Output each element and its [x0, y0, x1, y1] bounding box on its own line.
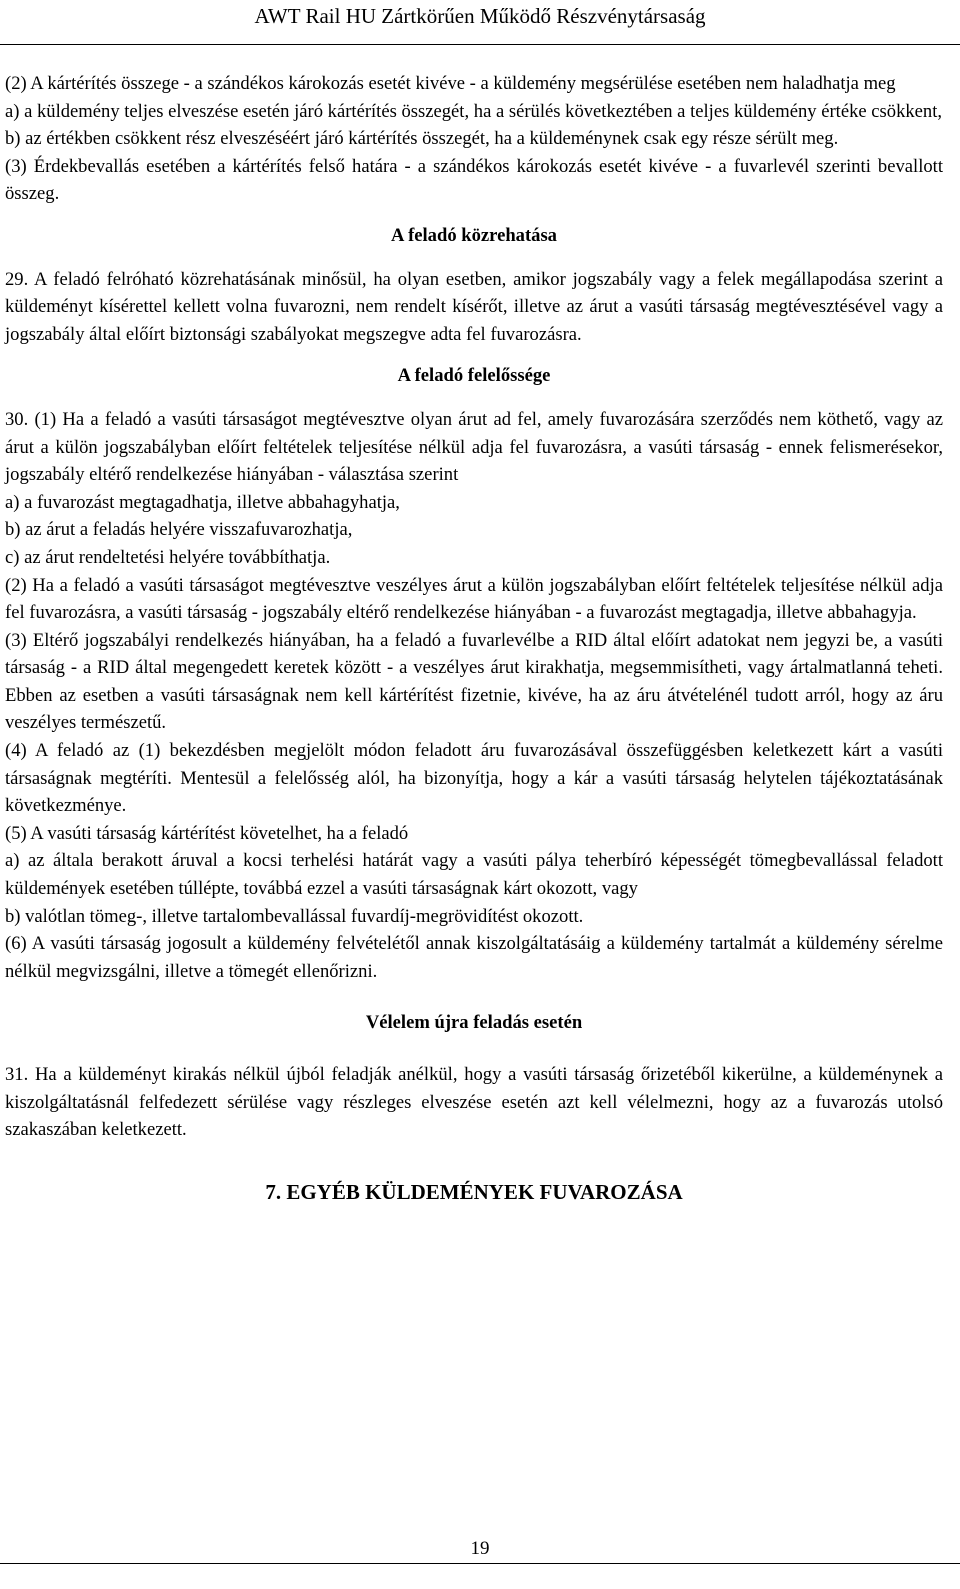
paragraph: 29. A feladó felróható közrehatásának minősül, ha olyan esetben, amikor jogszabály vagy a felek megállapodása szerint a küldeményt kísérettel kellett volna fuvarozni, nem rendelt kísérőt, illetve az árut a vasúti társaság megtévesztésével vagy a jogszabály által előírt biztonsági szabályokat megszegve adta fel fuvarozásra. [5, 268, 943, 345]
paragraph: c) az árut rendeltetési helyére továbbíthatja. [5, 546, 331, 568]
page-number: 19 [470, 1538, 490, 1559]
paragraph: a) az általa berakott áruval a kocsi terhelési határát vagy a vasúti pálya teherbíró képességét tömegbevallással feladott küldemények esetében túllépte, továbbá ezzel a vasúti társaságnak kárt okozott, vagy [5, 850, 943, 900]
section-heading-felelosseg: A feladó felelőssége [397, 365, 551, 387]
section-heading-kozrehatas: A feladó közrehatása [391, 224, 557, 246]
paragraph: (3) Érdekbevallás esetében a kártérítés felső határa - a szándékos károkozás esetét kivéve - a fuvarlevél szerinti bevallott összeg. [5, 155, 943, 205]
footer-rule [0, 1563, 960, 1564]
header-rule [0, 44, 960, 45]
paragraph: b) valótlan tömeg-, illetve tartalombevallással fuvardíj-megrövidítést okozott. [5, 905, 584, 927]
paragraph: 31. Ha a küldeményt kirakás nélkül újból feladják anélkül, hogy a vasúti társaság őrizetéből kikerülne, a küldeménynek a kiszolgáltatásnál felfedezett sérülése vagy részleges elveszése esetén azt kell vélelmezni, hogy az a fuvarozás utolsó szakaszában keletkezett. [5, 1064, 943, 1141]
paragraph: b) az értékben csökkent rész elveszéséért járó kártérítés összegét, ha a küldeménynek csak egy része sérült meg. [5, 128, 839, 150]
paragraph: 30. (1) Ha a feladó a vasúti társaságot megtévesztve olyan árut ad fel, amely fuvarozására szerződés nem köthető, vagy az árut a külön jogszabályban előírt feltételek teljesítése nélkül adja fel fuvarozásra, a vasúti társaság - ennek felismerésekor, jogszabály eltérő rendelkezése hiányában - választása szerint [5, 408, 943, 486]
paragraph: (5) A vasúti társaság kártérítést követelhet, ha a feladó [5, 822, 409, 844]
chapter-heading: 7. EGYÉB KÜLDEMÉNYEK FUVAROZÁSA [265, 1179, 683, 1204]
paragraph: (2) A kártérítés összege - a szándékos károkozás esetét kivéve - a küldemény megsérülése esetében nem haladhatja meg [5, 73, 896, 94]
paragraph: a) a fuvarozást megtagadhatja, illetve abbahagyhatja, [5, 491, 400, 513]
paragraph: (6) A vasúti társaság jogosult a küldemény felvételétől annak kiszolgáltatásáig a küldemény tartalmát a küldemény sérelme nélkül megvizsgálni, illetve a tömegét ellenőrizni. [5, 933, 943, 982]
paragraph: (4) A feladó az (1) bekezdésben megjelölt módon feladott áru fuvarozásával összefüggésben keletkezett kárt a vasúti társaságnak megtéríti. Mentesül a felelősség alól, ha bizonyítja, hogy a kár a vasúti társaság helytelen tájékoztatásának következménye. [5, 740, 943, 817]
paragraph: (2) Ha a feladó a vasúti társaságot megtévesztve veszélyes árut a külön jogszabályban előírt feltételek teljesítése nélkül adja fel fuvarozásra, a vasúti társaság - jogszabály eltérő rendelkezése hiányában - a fuvarozást megtagadja, illetve abbahagyja. [5, 574, 943, 624]
page-header-title: AWT Rail HU Zártkörűen Működő Részvénytársaság [254, 4, 706, 28]
paragraph: a) a küldemény teljes elveszése esetén járó kártérítés összegét, ha a sérülés következtében a teljes küldemény értéke csökkent, [5, 100, 943, 122]
paragraph: b) az árut a feladás helyére visszafuvarozhatja, [5, 519, 353, 541]
document-body [5, 70, 943, 1206]
section-heading-velelem: Vélelem újra feladás esetén [365, 1012, 583, 1034]
paragraph: (3) Eltérő jogszabályi rendelkezés hiányában, ha a feladó a fuvarlevélbe a RID által előírt adatokat nem jegyzi be, a vasúti társaság - a RID által megengedett keretek között - a veszélyes árut kirakhatja, megsemmisítheti, vagy ártalmatlanná teheti. Ebben az esetben a vasúti társaságnak nem kell kártérítést fizetnie, kivéve, ha az áru átvételénél tudott arról, hogy az áru veszélyes természetű. [5, 629, 943, 734]
